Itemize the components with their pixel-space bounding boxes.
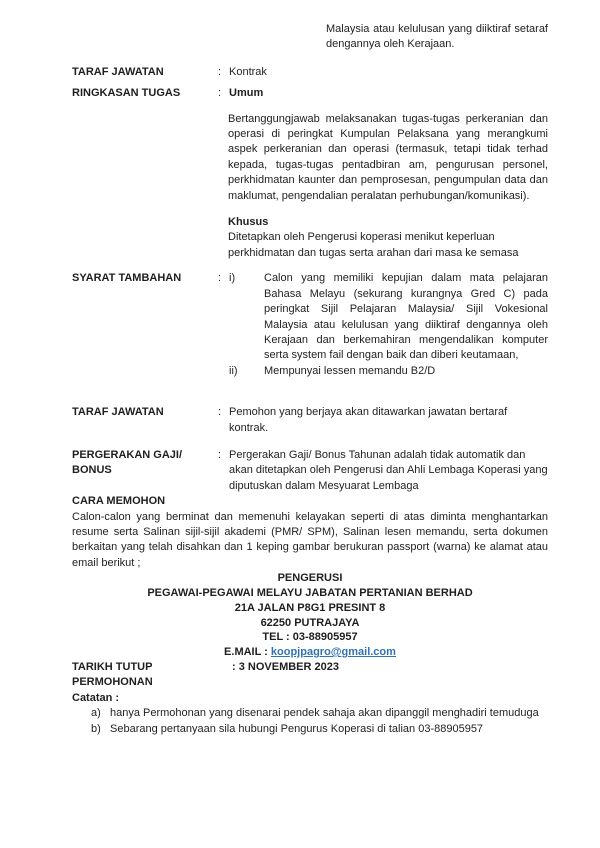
khusus-section [228,215,548,261]
field-value: Pergerakan Gaji/ Bonus Tahunan adalah tidak automatik dan akan ditetapkan oleh Pengerusi dan Ahli Lembaga Koperasi yang diputuskan dalam Mesyuarat Lembaga [229,448,548,492]
field-row-pergerakan-gaji [72,448,548,494]
field-value: Umum [229,87,264,100]
field-row-taraf-jawatan [72,65,548,80]
requirement-list [229,271,548,379]
requirement-text: Mempunyai lessen memandu B2/D [264,364,436,377]
field-label: TARAF JAWATAN [72,65,164,78]
field-value: Pemohon yang berjaya akan ditawarkan jawatan bertaraf kontrak. [229,406,508,434]
continuation-text: Malaysia atau kelulusan yang diiktiraf setaraf dengannya oleh Kerajaan. [326,23,548,51]
cara-memohon-heading: CARA MEMOHON [72,495,166,508]
address-line-city: 62250 PUTRAJAYA [260,616,360,629]
requirement-text: Calon yang memiliki kepujian dalam mata pelajaran Bahasa Melayu (sekurang kurangnya Gred C) pada peringkat Sijil Pelajaran Malaysia/ Sijil Vokesional Malaysia atau kelulusan yang diiktiraf dengannya oleh Kerajaan dan berkemahiran mengendalikan komputer serta system fail dengan baik dan diberi keutamaan, [264,272,548,362]
email-label: E.MAIL : [224,646,268,659]
catatan-item [91,706,548,721]
field-label: RINGKASAN TUGAS [72,87,181,100]
catatan-item [91,722,548,737]
catatan-heading: Catatan : [72,691,120,704]
address-line-email [72,645,548,660]
field-row-taraf-jawatan-status [72,405,548,436]
email-link[interactable]: koopjpagro@gmail.com [270,646,396,659]
khusus-text: Ditetapkan oleh Pengerusi koperasi menikut keperluan perkhidmatan dan tugas serta arahan dari masa ke semasa [228,231,519,259]
field-label: SYARAT TAMBAHAN [72,272,182,285]
address-line-organisation: PEGAWAI-PEGAWAI MELAYU JABATAN PERTANIAN BERHAD [147,586,473,599]
field-colon: : [218,406,222,419]
field-value: Kontrak [229,65,267,78]
field-colon: : [218,448,222,461]
field-colon: : [218,87,222,100]
catatan-text: Sebarang pertanyaan sila hubungi Pengurus Koperasi di talian 03-88905957 [110,722,484,735]
address-line-street: 21A JALAN P8G1 PRESINT 8 [234,601,386,614]
list-marker: a) [91,707,101,720]
address-line-tel: TEL : 03-88905957 [262,631,358,644]
tugas-umum-paragraph: Bertanggungjawab melaksanakan tugas-tugas perkeranian dan operasi di peringkat Kumpulan Pelaksana yang merangkumi aspek perkeranian dan operasi (termasuk, tetapi tidak terhad kepada, tugas-tugas pentadbiran am, pengurusan personel, perkhidmatan kaunter dan pemprosesan, pengumpulan data dan maklumat, pengendalian peralatan perhubungan/komunikasi). [228,112,548,202]
address-block [72,571,548,660]
field-row-ringkasan-tugas [72,86,548,101]
list-marker: b) [91,722,101,735]
field-colon: : [218,65,222,78]
cara-memohon-paragraph: Calon-calon yang berminat dan memenuhi kelayakan seperti di atas diminta menghantarkan resume serta Salinan sijil-sijil akademi (PMR/ SPM), Salinan lesen memandu, serta dokumen berkaitan yang telah disahkan dan 1 keping gambar berukuran passport (warna) ke alamat atau email berikut ; [72,510,548,569]
address-line-pengerusi: PENGERUSI [277,572,343,585]
requirement-item [229,271,548,363]
field-row-tarikh-tutup [72,660,548,691]
field-label: TARIKH TUTUP PERMOHONAN [72,660,153,689]
field-value: : 3 NOVEMBER 2023 [232,660,339,673]
list-marker: i) [229,272,236,285]
requirement-item [229,364,548,379]
field-row-syarat-tambahan [72,271,548,379]
khusus-heading: Khusus [228,216,269,229]
list-marker: ii) [229,364,238,377]
catatan-list [91,706,548,737]
field-colon: : [218,272,222,285]
field-label: PERGERAKAN GAJI/ BONUS [72,448,183,477]
field-label: TARAF JAWATAN [72,406,164,419]
catatan-text: hanya Permohonan yang disenarai pendek sahaja akan dipanggil menghadiri temuduga [110,707,539,720]
